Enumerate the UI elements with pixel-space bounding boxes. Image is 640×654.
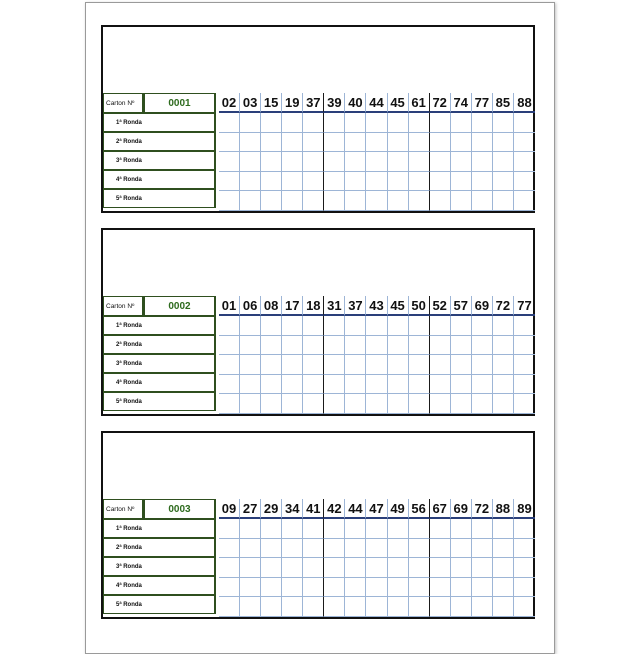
grid-cell[interactable]: [240, 191, 261, 211]
grid-number-header: 31: [324, 296, 345, 316]
grid-cell[interactable]: [514, 394, 535, 414]
grid-cell[interactable]: [388, 336, 409, 356]
grid-number-header: 50: [409, 296, 430, 316]
grid-cell[interactable]: [240, 336, 261, 356]
grid-cell[interactable]: [261, 578, 282, 598]
grid-number-header: 61: [409, 93, 430, 113]
grid-cell[interactable]: [303, 539, 324, 559]
grid-cell[interactable]: [345, 191, 366, 211]
grid-cell[interactable]: [345, 597, 366, 617]
grid-cell[interactable]: [303, 597, 324, 617]
grid-cell[interactable]: [472, 113, 493, 133]
grid-cell[interactable]: [472, 152, 493, 172]
grid-cell[interactable]: [472, 172, 493, 192]
grid-cell[interactable]: [282, 336, 303, 356]
grid-cell[interactable]: [282, 191, 303, 211]
grid-cell[interactable]: [366, 539, 387, 559]
grid-cell[interactable]: [240, 558, 261, 578]
grid-cell[interactable]: [451, 355, 472, 375]
grid-cell[interactable]: [430, 375, 451, 395]
round-label: 4ª Ronda: [103, 576, 216, 595]
grid-cell[interactable]: [219, 355, 240, 375]
grid-cell[interactable]: [345, 558, 366, 578]
grid-cell[interactable]: [451, 394, 472, 414]
grid-cell[interactable]: [261, 558, 282, 578]
grid-cell[interactable]: [493, 172, 514, 192]
grid-cell[interactable]: [514, 355, 535, 375]
grid-number-header: 08: [261, 296, 282, 316]
grid-cell[interactable]: [514, 172, 535, 192]
grid-cell[interactable]: [388, 519, 409, 539]
grid-cell[interactable]: [303, 558, 324, 578]
grid-cell[interactable]: [366, 597, 387, 617]
grid-cell[interactable]: [366, 191, 387, 211]
grid-cell[interactable]: [409, 336, 430, 356]
round-label: 4ª Ronda: [103, 170, 216, 189]
grid-cell[interactable]: [430, 316, 451, 336]
grid-cell[interactable]: [219, 578, 240, 598]
grid-cell[interactable]: [324, 113, 345, 133]
grid-number-header: 45: [388, 296, 409, 316]
grid-cell[interactable]: [240, 316, 261, 336]
grid-cell[interactable]: [240, 394, 261, 414]
grid-cell[interactable]: [366, 375, 387, 395]
grid-cell[interactable]: [345, 172, 366, 192]
grid-cell[interactable]: [472, 316, 493, 336]
grid-cell[interactable]: [282, 375, 303, 395]
grid-cell[interactable]: [430, 191, 451, 211]
grid-cell[interactable]: [282, 519, 303, 539]
number-grid: [219, 93, 535, 211]
grid-cell[interactable]: [493, 558, 514, 578]
grid-cell[interactable]: [472, 191, 493, 211]
grid-cell[interactable]: [493, 597, 514, 617]
grid-cell[interactable]: [409, 519, 430, 539]
number-grid: [219, 296, 535, 414]
grid-cell[interactable]: [451, 152, 472, 172]
grid-cell[interactable]: [324, 133, 345, 153]
grid-cell[interactable]: [514, 519, 535, 539]
grid-cell[interactable]: [261, 316, 282, 336]
round-label: 2ª Ronda: [103, 132, 216, 151]
grid-cell[interactable]: [282, 355, 303, 375]
grid-cell[interactable]: [282, 152, 303, 172]
grid-cell[interactable]: [324, 394, 345, 414]
bingo-card: [101, 431, 535, 619]
grid-cell[interactable]: [345, 394, 366, 414]
grid-cell[interactable]: [240, 539, 261, 559]
grid-cell[interactable]: [366, 558, 387, 578]
grid-cell[interactable]: [282, 558, 303, 578]
grid-number-header: 19: [282, 93, 303, 113]
grid-number-header: 34: [282, 499, 303, 519]
grid-cell[interactable]: [388, 316, 409, 336]
round-label: 4ª Ronda: [103, 373, 216, 392]
grid-cell[interactable]: [409, 375, 430, 395]
grid-number-header: 06: [240, 296, 261, 316]
grid-cell[interactable]: [282, 578, 303, 598]
grid-cell[interactable]: [388, 394, 409, 414]
round-label: 2ª Ronda: [103, 335, 216, 354]
grid-cell[interactable]: [345, 113, 366, 133]
grid-cell[interactable]: [219, 519, 240, 539]
round-label: 3ª Ronda: [103, 151, 216, 170]
grid-cell[interactable]: [388, 172, 409, 192]
grid-cell[interactable]: [409, 113, 430, 133]
grid-cell[interactable]: [514, 375, 535, 395]
grid-cell[interactable]: [282, 539, 303, 559]
grid-cell[interactable]: [366, 113, 387, 133]
carton-label: Carton Nº: [103, 93, 144, 113]
grid-cell[interactable]: [240, 375, 261, 395]
grid-cell[interactable]: [303, 172, 324, 192]
grid-cell[interactable]: [472, 394, 493, 414]
bingo-card: [101, 25, 535, 213]
grid-cell[interactable]: [261, 394, 282, 414]
grid-number-header: 15: [261, 93, 282, 113]
grid-cell[interactable]: [451, 133, 472, 153]
grid-cell[interactable]: [219, 558, 240, 578]
grid-cell[interactable]: [219, 152, 240, 172]
grid-cell[interactable]: [345, 578, 366, 598]
grid-number-header: 41: [303, 499, 324, 519]
grid-number-header: 88: [514, 93, 535, 113]
grid-cell[interactable]: [430, 578, 451, 598]
grid-cell[interactable]: [261, 355, 282, 375]
grid-number-header: 37: [303, 93, 324, 113]
grid-cell[interactable]: [514, 578, 535, 598]
grid-cell[interactable]: [388, 539, 409, 559]
grid-cell[interactable]: [261, 172, 282, 192]
grid-cell[interactable]: [409, 539, 430, 559]
carton-label: Carton Nº: [103, 499, 144, 519]
round-label: 1ª Ronda: [103, 113, 216, 132]
grid-cell[interactable]: [324, 558, 345, 578]
grid-cell[interactable]: [282, 133, 303, 153]
grid-cell[interactable]: [451, 172, 472, 192]
grid-cell[interactable]: [261, 152, 282, 172]
grid-number-header: 29: [261, 499, 282, 519]
grid-cell[interactable]: [366, 394, 387, 414]
grid-cell[interactable]: [324, 152, 345, 172]
grid-cell[interactable]: [514, 191, 535, 211]
grid-cell[interactable]: [324, 172, 345, 192]
grid-cell[interactable]: [324, 539, 345, 559]
grid-cell[interactable]: [345, 316, 366, 336]
grid-number-header: 88: [493, 499, 514, 519]
round-label: 5ª Ronda: [103, 392, 216, 411]
grid-number-header: 40: [345, 93, 366, 113]
grid-cell[interactable]: [345, 539, 366, 559]
round-label: 1ª Ronda: [103, 519, 216, 538]
grid-cell[interactable]: [451, 578, 472, 598]
grid-cell[interactable]: [493, 578, 514, 598]
grid-number-header: 69: [451, 499, 472, 519]
grid-cell[interactable]: [409, 597, 430, 617]
grid-cell[interactable]: [261, 597, 282, 617]
grid-cell[interactable]: [514, 133, 535, 153]
grid-cell[interactable]: [430, 539, 451, 559]
carton-number: 0003: [144, 499, 216, 519]
grid-cell[interactable]: [430, 597, 451, 617]
grid-number-header: 56: [409, 499, 430, 519]
grid-cell[interactable]: [324, 375, 345, 395]
grid-cell[interactable]: [303, 375, 324, 395]
grid-cell[interactable]: [472, 355, 493, 375]
grid-cell[interactable]: [240, 133, 261, 153]
grid-number-header: 77: [514, 296, 535, 316]
grid-cell[interactable]: [219, 375, 240, 395]
grid-cell[interactable]: [303, 336, 324, 356]
grid-cell[interactable]: [366, 519, 387, 539]
grid-cell[interactable]: [409, 355, 430, 375]
grid-cell[interactable]: [493, 191, 514, 211]
grid-cell[interactable]: [240, 172, 261, 192]
grid-cell[interactable]: [303, 355, 324, 375]
grid-cell[interactable]: [303, 133, 324, 153]
grid-cell[interactable]: [514, 597, 535, 617]
grid-cell[interactable]: [345, 375, 366, 395]
grid-number-header: 37: [345, 296, 366, 316]
grid-cell[interactable]: [388, 355, 409, 375]
grid-cell[interactable]: [409, 316, 430, 336]
grid-cell[interactable]: [451, 191, 472, 211]
bingo-card: [101, 228, 535, 416]
grid-cell[interactable]: [324, 191, 345, 211]
grid-cell[interactable]: [303, 394, 324, 414]
grid-cell[interactable]: [409, 152, 430, 172]
grid-cell[interactable]: [472, 539, 493, 559]
grid-cell[interactable]: [240, 578, 261, 598]
grid-cell[interactable]: [240, 152, 261, 172]
grid-cell[interactable]: [430, 172, 451, 192]
grid-cell[interactable]: [388, 578, 409, 598]
carton-number: 0002: [144, 296, 216, 316]
grid-number-header: 17: [282, 296, 303, 316]
grid-number-header: 72: [493, 296, 514, 316]
grid-cell[interactable]: [430, 394, 451, 414]
grid-cell[interactable]: [493, 519, 514, 539]
grid-cell[interactable]: [388, 191, 409, 211]
grid-number-header: 89: [514, 499, 535, 519]
grid-cell[interactable]: [261, 375, 282, 395]
grid-cell[interactable]: [472, 597, 493, 617]
grid-number-header: 57: [451, 296, 472, 316]
grid-cell[interactable]: [345, 519, 366, 539]
grid-number-header: 03: [240, 93, 261, 113]
grid-cell[interactable]: [514, 152, 535, 172]
grid-cell[interactable]: [366, 578, 387, 598]
grid-cell[interactable]: [409, 133, 430, 153]
grid-number-header: 44: [345, 499, 366, 519]
grid-cell[interactable]: [451, 539, 472, 559]
grid-cell[interactable]: [493, 375, 514, 395]
grid-cell[interactable]: [240, 597, 261, 617]
grid-cell[interactable]: [493, 355, 514, 375]
grid-cell[interactable]: [324, 316, 345, 336]
grid-number-header: 44: [366, 93, 387, 113]
grid-number-header: 74: [451, 93, 472, 113]
grid-cell[interactable]: [366, 133, 387, 153]
round-label: 5ª Ronda: [103, 595, 216, 614]
grid-cell[interactable]: [240, 519, 261, 539]
grid-number-header: 42: [324, 499, 345, 519]
grid-cell[interactable]: [472, 558, 493, 578]
grid-cell[interactable]: [303, 316, 324, 336]
carton-number: 0001: [144, 93, 216, 113]
grid-cell[interactable]: [451, 597, 472, 617]
grid-cell[interactable]: [430, 558, 451, 578]
grid-cell[interactable]: [430, 133, 451, 153]
grid-cell[interactable]: [345, 336, 366, 356]
grid-cell[interactable]: [261, 336, 282, 356]
grid-number-header: 45: [388, 93, 409, 113]
grid-cell[interactable]: [261, 191, 282, 211]
grid-cell[interactable]: [324, 597, 345, 617]
grid-cell[interactable]: [451, 113, 472, 133]
grid-cell[interactable]: [514, 539, 535, 559]
grid-cell[interactable]: [219, 597, 240, 617]
grid-cell[interactable]: [366, 152, 387, 172]
grid-cell[interactable]: [345, 355, 366, 375]
grid-cell[interactable]: [388, 152, 409, 172]
grid-cell[interactable]: [472, 133, 493, 153]
grid-cell[interactable]: [409, 578, 430, 598]
grid-cell[interactable]: [514, 336, 535, 356]
grid-cell[interactable]: [303, 578, 324, 598]
grid-cell[interactable]: [324, 519, 345, 539]
grid-cell[interactable]: [219, 316, 240, 336]
round-label: 3ª Ronda: [103, 557, 216, 576]
grid-cell[interactable]: [514, 316, 535, 336]
grid-cell[interactable]: [472, 519, 493, 539]
grid-number-header: 01: [219, 296, 240, 316]
grid-number-header: 72: [472, 499, 493, 519]
grid-number-header: 09: [219, 499, 240, 519]
grid-cell[interactable]: [430, 152, 451, 172]
grid-cell[interactable]: [493, 152, 514, 172]
grid-cell[interactable]: [345, 133, 366, 153]
grid-cell[interactable]: [219, 539, 240, 559]
grid-cell[interactable]: [472, 578, 493, 598]
round-label: 1ª Ronda: [103, 316, 216, 335]
grid-number-header: 27: [240, 499, 261, 519]
grid-number-header: 69: [472, 296, 493, 316]
grid-number-header: 77: [472, 93, 493, 113]
round-label: 3ª Ronda: [103, 354, 216, 373]
grid-cell[interactable]: [388, 113, 409, 133]
grid-number-header: 43: [366, 296, 387, 316]
grid-cell[interactable]: [303, 519, 324, 539]
grid-number-header: 47: [366, 499, 387, 519]
round-label: 5ª Ronda: [103, 189, 216, 208]
grid-cell[interactable]: [493, 539, 514, 559]
grid-cell[interactable]: [451, 316, 472, 336]
grid-cell[interactable]: [514, 558, 535, 578]
grid-cell[interactable]: [240, 113, 261, 133]
grid-cell[interactable]: [493, 113, 514, 133]
grid-number-header: 52: [430, 296, 451, 316]
grid-cell[interactable]: [219, 336, 240, 356]
grid-cell[interactable]: [409, 172, 430, 192]
grid-cell[interactable]: [472, 336, 493, 356]
grid-cell[interactable]: [430, 355, 451, 375]
grid-cell[interactable]: [388, 558, 409, 578]
grid-number-header: 67: [430, 499, 451, 519]
grid-cell[interactable]: [366, 316, 387, 336]
grid-cell[interactable]: [282, 316, 303, 336]
grid-cell[interactable]: [451, 558, 472, 578]
grid-cell[interactable]: [219, 172, 240, 192]
grid-number-header: 49: [388, 499, 409, 519]
grid-number-header: 02: [219, 93, 240, 113]
grid-cell[interactable]: [219, 133, 240, 153]
grid-cell[interactable]: [324, 355, 345, 375]
number-grid: [219, 499, 535, 617]
grid-cell[interactable]: [472, 375, 493, 395]
grid-cell[interactable]: [219, 191, 240, 211]
grid-cell[interactable]: [409, 394, 430, 414]
grid-cell[interactable]: [324, 336, 345, 356]
grid-cell[interactable]: [345, 152, 366, 172]
grid-cell[interactable]: [282, 113, 303, 133]
grid-cell[interactable]: [493, 133, 514, 153]
grid-cell[interactable]: [451, 336, 472, 356]
grid-cell[interactable]: [261, 539, 282, 559]
grid-cell[interactable]: [366, 172, 387, 192]
grid-cell[interactable]: [430, 519, 451, 539]
grid-cell[interactable]: [388, 375, 409, 395]
grid-cell[interactable]: [388, 133, 409, 153]
grid-cell[interactable]: [324, 578, 345, 598]
grid-cell[interactable]: [303, 152, 324, 172]
grid-cell[interactable]: [261, 113, 282, 133]
grid-cell[interactable]: [303, 113, 324, 133]
round-label: 2ª Ronda: [103, 538, 216, 557]
grid-cell[interactable]: [388, 597, 409, 617]
carton-label: Carton Nº: [103, 296, 144, 316]
grid-cell[interactable]: [261, 133, 282, 153]
grid-cell[interactable]: [261, 519, 282, 539]
grid-cell[interactable]: [303, 191, 324, 211]
grid-cell[interactable]: [430, 336, 451, 356]
grid-cell[interactable]: [409, 558, 430, 578]
grid-cell[interactable]: [493, 336, 514, 356]
grid-number-header: 39: [324, 93, 345, 113]
grid-number-header: 85: [493, 93, 514, 113]
grid-cell[interactable]: [282, 597, 303, 617]
grid-cell[interactable]: [366, 355, 387, 375]
grid-cell[interactable]: [493, 394, 514, 414]
grid-cell[interactable]: [282, 394, 303, 414]
grid-cell[interactable]: [282, 172, 303, 192]
grid-cell[interactable]: [219, 113, 240, 133]
grid-cell[interactable]: [366, 336, 387, 356]
grid-cell[interactable]: [430, 113, 451, 133]
grid-cell[interactable]: [409, 191, 430, 211]
grid-number-header: 72: [430, 93, 451, 113]
grid-cell[interactable]: [451, 375, 472, 395]
grid-cell[interactable]: [219, 394, 240, 414]
grid-cell[interactable]: [514, 113, 535, 133]
grid-cell[interactable]: [493, 316, 514, 336]
grid-number-header: 18: [303, 296, 324, 316]
grid-cell[interactable]: [240, 355, 261, 375]
grid-cell[interactable]: [451, 519, 472, 539]
